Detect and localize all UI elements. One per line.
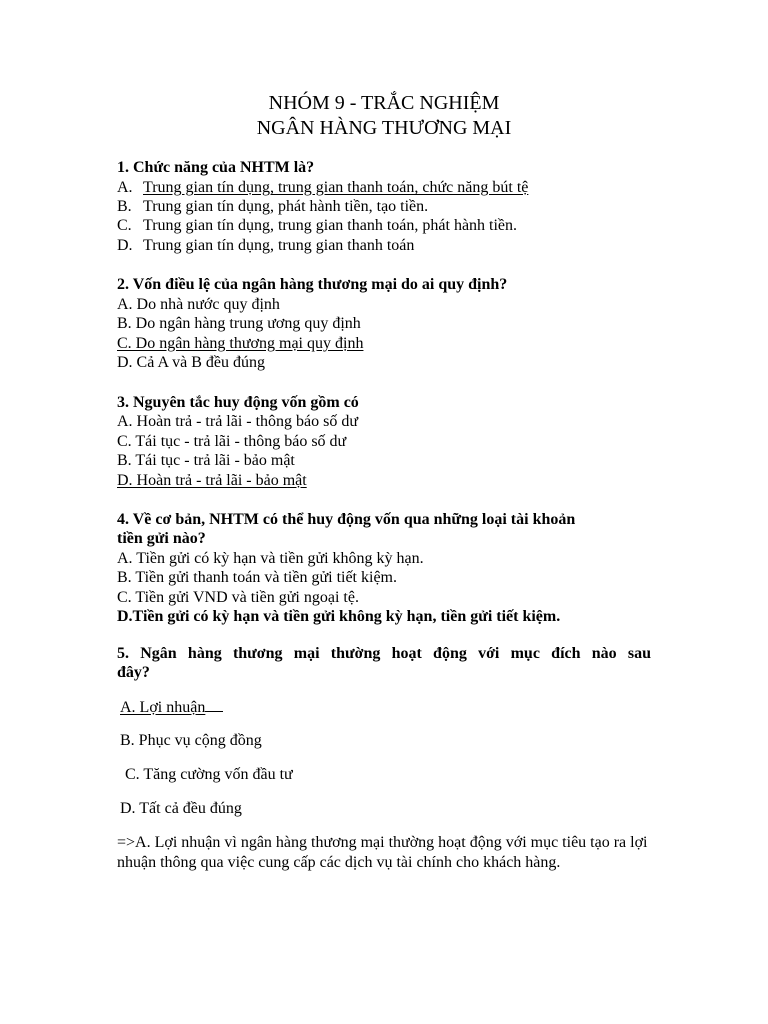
q2-option-d: D. Cả A và B đều đúng bbox=[117, 354, 265, 371]
q2-question: 2. Vốn điều lệ của ngân hàng thương mại do ai quy định? bbox=[117, 276, 508, 293]
q3-option-b: B. Tái tục - trả lãi - bảo mật bbox=[117, 452, 295, 469]
q1-option-b bbox=[117, 197, 428, 217]
q5-option-d: D. Tất cả đều đúng bbox=[120, 800, 242, 817]
q3-option-a: A. Hoàn trả - trả lãi - thông báo số dư bbox=[117, 413, 359, 430]
q5-option-c: C. Tăng cường vốn đầu tư bbox=[125, 766, 293, 783]
document-title-line1: NHÓM 9 - TRẮC NGHIỆM bbox=[268, 92, 500, 114]
q1-option-d-letter: D. bbox=[117, 237, 133, 254]
q4-option-a: A. Tiền gửi có kỳ hạn và tiền gửi không kỳ hạn. bbox=[117, 550, 424, 567]
q4-option-b: B. Tiền gửi thanh toán và tiền gửi tiết kiệm. bbox=[117, 569, 397, 586]
q3-question: 3. Nguyên tắc huy động vốn gồm có bbox=[117, 394, 359, 411]
q2-option-b: B. Do ngân hàng trung ương quy định bbox=[117, 315, 361, 332]
q1-option-a-letter: A. bbox=[117, 179, 133, 196]
q4-option-c: C. Tiền gửi VND và tiền gửi ngoại tệ. bbox=[117, 589, 359, 606]
q1-option-d-text: Trung gian tín dụng, trung gian thanh toán bbox=[143, 237, 415, 254]
q4-question-line2: tiền gửi nào? bbox=[117, 530, 206, 547]
q1-question: 1. Chức năng của NHTM là? bbox=[117, 159, 315, 176]
q3-option-c: C. Tái tục - trả lãi - thông báo số dư bbox=[117, 433, 347, 450]
q1-option-c-text: Trung gian tín dụng, trung gian thanh toán, phát hành tiền. bbox=[143, 217, 518, 234]
q1-option-c bbox=[117, 216, 517, 236]
q1-option-b-text: Trung gian tín dụng, phát hành tiền, tạo tiền. bbox=[143, 198, 429, 215]
q5-question-line1: 5. Ngân hàng thương mại thường hoạt động với mục đích nào sau bbox=[117, 645, 651, 662]
q5-option-b: B. Phục vụ cộng đồng bbox=[120, 732, 262, 749]
q1-option-a bbox=[117, 178, 528, 198]
q5-question-line2: đây? bbox=[117, 664, 150, 681]
q4-question-line1: 4. Về cơ bản, NHTM có thể huy động vốn qua những loại tài khoản bbox=[117, 511, 576, 528]
q5-option-a-underline bbox=[205, 697, 223, 712]
q2-option-a: A. Do nhà nước quy định bbox=[117, 296, 280, 313]
q3-option-d: D. Hoàn trả - trả lãi - bảo mật bbox=[117, 472, 307, 489]
q2-option-c: C. Do ngân hàng thương mại quy định bbox=[117, 335, 364, 352]
q1-option-b-letter: B. bbox=[117, 198, 132, 215]
q5-option-a-text: A. Lợi nhuận bbox=[120, 699, 206, 716]
q5-option-a bbox=[117, 697, 223, 718]
q1-option-d bbox=[117, 236, 414, 256]
q5-answer-explanation: =>A. Lợi nhuận vì ngân hàng thương mại thường hoạt động với mục tiêu tạo ra lợi nhuận thông qua việc cung cấp các dịch vụ tài chính cho khách hàng. bbox=[117, 834, 648, 871]
document-title-line2: NGÂN HÀNG THƯƠNG MẠI bbox=[256, 117, 512, 139]
q1-option-c-letter: C. bbox=[117, 217, 132, 234]
q1-option-a-text: Trung gian tín dụng, trung gian thanh toán, chức năng bút tệ bbox=[143, 179, 529, 196]
q4-option-d: D.Tiền gửi có kỳ hạn và tiền gửi không kỳ hạn, tiền gửi tiết kiệm. bbox=[117, 608, 561, 625]
